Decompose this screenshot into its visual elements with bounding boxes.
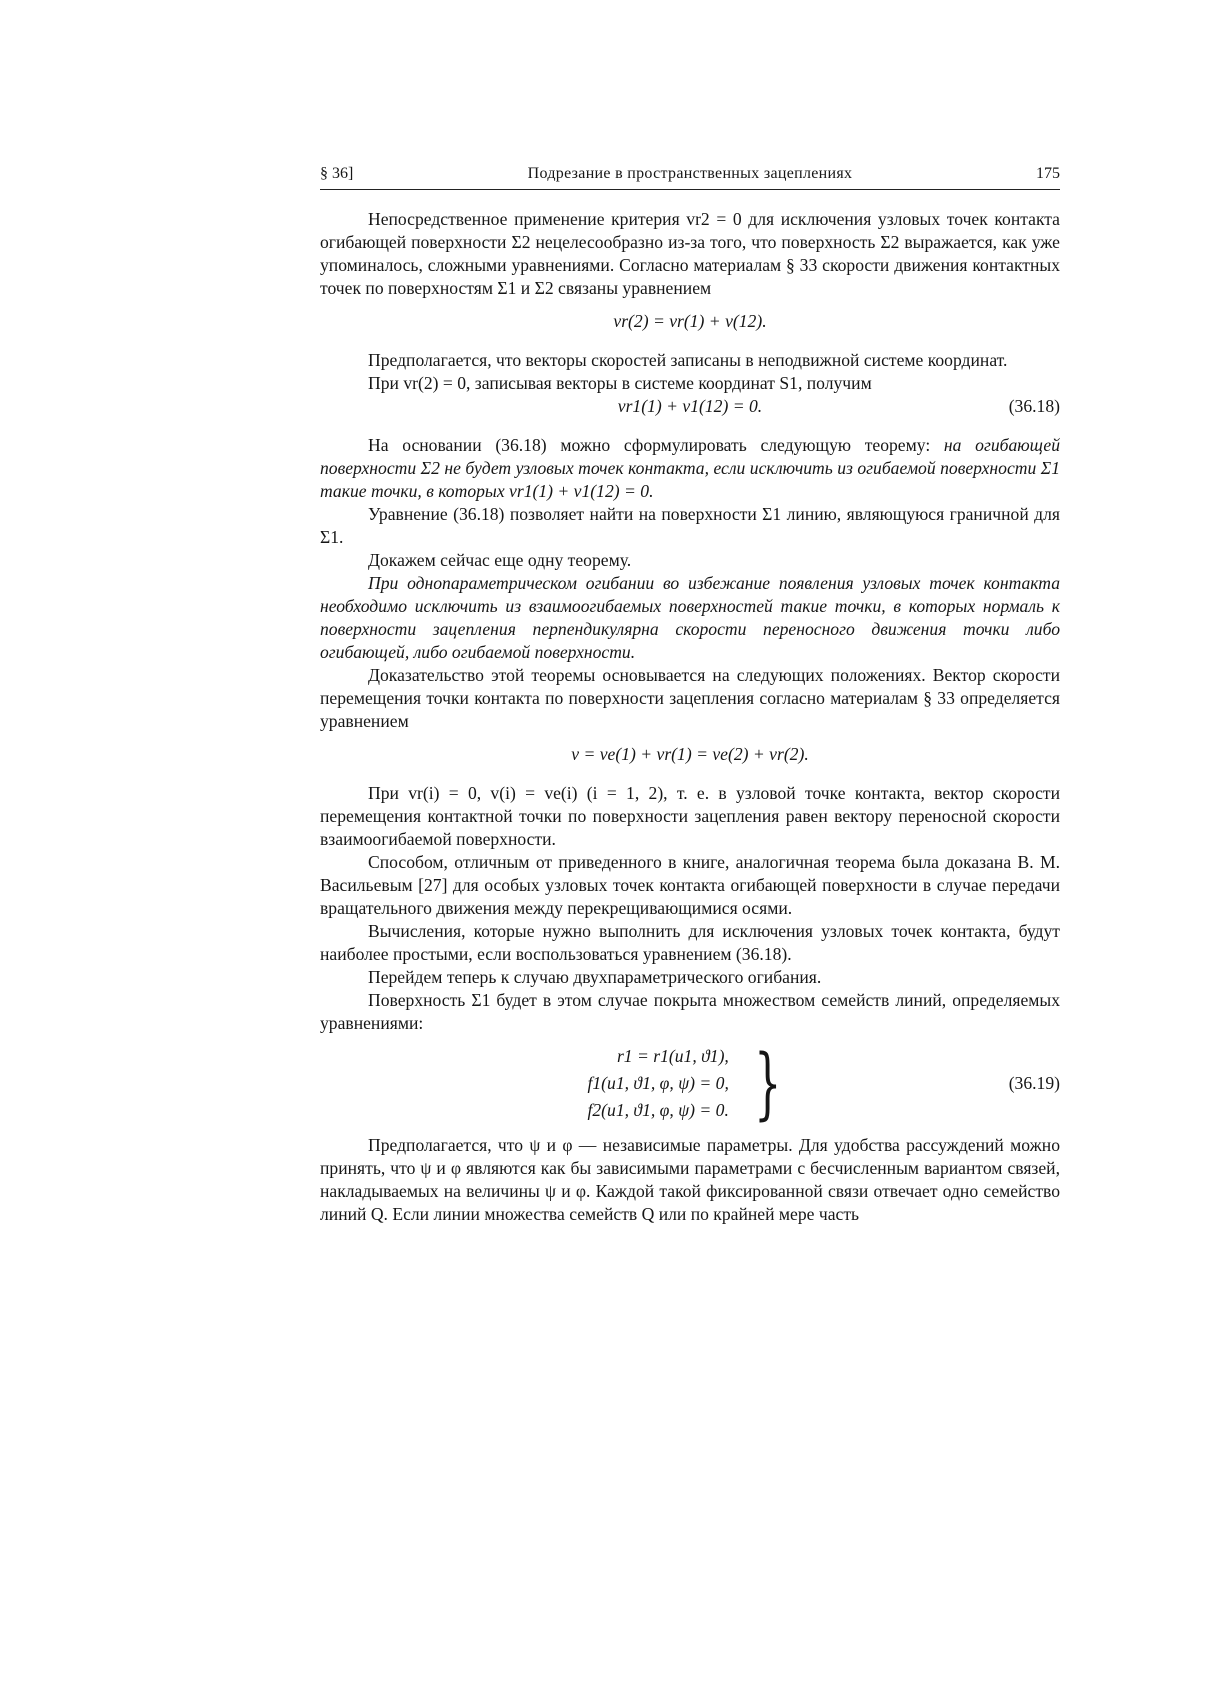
paragraph-12: Перейдем теперь к случаю двухпараметрического огибания. xyxy=(368,967,822,987)
page-body xyxy=(320,208,1060,1226)
equation-contact-velocity: v = ve(1) + vr(1) = ve(2) + vr(2). xyxy=(571,744,809,764)
paragraph-8: Доказательство этой теоремы основывается на следующих положениях. Вектор скорости перемещения точки контакта по поверхности зацепления согласно материалам § 33 определяется уравнением xyxy=(320,665,1060,731)
equation-36-18-number: (36.18) xyxy=(1008,396,1060,416)
section-ref: § 36] xyxy=(320,165,354,182)
equation-system-line-1: r1 = r1(u1, ϑ1), xyxy=(616,1046,729,1066)
paragraph-14: Предполагается, что ψ и φ — независимые параметры. Для удобства рассуждений можно принять, что ψ и φ являются как бы зависимыми параметрами с бесчисленным вариантом связей, накладываемых на величины ψ и φ. Каждой такой фиксированной связи отвечает одно семейство линий Q. Если линии множества семейств Q или по крайней мере часть xyxy=(320,1135,1060,1224)
paragraph-6: Докажем сейчас еще одну теорему. xyxy=(368,550,632,570)
equation-system-line-3: f2(u1, ϑ1, φ, ψ) = 0. xyxy=(587,1100,729,1120)
paragraph-11: Вычисления, которые нужно выполнить для исключения узловых точек контакта, будут наиболее простыми, если воспользоваться уравнением (36.18). xyxy=(320,921,1060,964)
equation-system-line-2: f1(u1, ϑ1, φ, ψ) = 0, xyxy=(587,1073,729,1093)
right-brace: } xyxy=(754,1038,782,1129)
paragraph-5: Уравнение (36.18) позволяет найти на поверхности Σ1 линию, являющуюся граничной для Σ1. xyxy=(320,504,1060,547)
theorem-lead: На основании (36.18) можно сформулировать следующую теорему: xyxy=(368,435,931,455)
running-title: Подрезание в пространственных зацеплениях xyxy=(527,165,853,182)
paragraph-3: При vr(2) = 0, записывая векторы в системе координат S1, получим xyxy=(368,373,872,393)
theorem-1-condition: vr1(1) + v1(12) = 0. xyxy=(509,481,654,501)
paragraph-1: Непосредственное применение критерия vr2 = 0 для исключения узловых точек контакта огибающей поверхности Σ2 нецелесообразно из-за того, что поверхность Σ2 выражается, как уже упоминалось, сложными уравнениями. Согласно материалам § 33 скорости движения контактных точек по поверхностям Σ1 и Σ2 связаны уравнением xyxy=(320,209,1060,298)
paragraph-10: Способом, отличным от приведенного в книге, аналогичная теорема была доказана В. М. Васильевым [27] для особых узловых точек контакта огибающей поверхности в случае передачи вращательного движения между перекрещивающимися осями. xyxy=(320,852,1060,918)
book-page xyxy=(320,165,1060,1226)
equation-36-18 xyxy=(320,395,1060,418)
theorem-1-text: на огибающей поверхности Σ2 не будет узловых точек контакта, если исключить из огибаемой поверхности Σ1 такие точки, в которых xyxy=(320,435,1060,501)
equation-36-18-body: vr1(1) + v1(12) = 0. xyxy=(617,396,763,416)
equation-system-lines xyxy=(588,1043,729,1124)
paragraph-4 xyxy=(320,434,1060,503)
equation-velocity-sum: vr(2) = vr(1) + v(12). xyxy=(613,311,767,331)
paragraph-9: При vr(i) = 0, v(i) = ve(i) (i = 1, 2), т. е. в узловой точке контакта, вектор скорости перемещения контактной точки по поверхности зацепления равен вектору переносной скорости взаимоогибаемой поверхности. xyxy=(320,783,1060,849)
equation-36-19-number: (36.19) xyxy=(1008,1073,1060,1093)
equation-system-36-19 xyxy=(320,1038,1060,1129)
paragraph-2: Предполагается, что векторы скоростей записаны в неподвижной системе координат. xyxy=(368,350,1008,370)
theorem-2-text: При однопараметрическом огибании во избежание появления узловых точек контакта необходимо исключить из взаимоогибаемых поверхностей такие точки, в которых нормаль к поверхности зацепления перпендикулярна скорости переносного движения точки либо огибающей, либо огибаемой поверхности. xyxy=(320,573,1060,662)
paragraph-13: Поверхность Σ1 будет в этом случае покрыта множеством семейств линий, определяемых уравнениями: xyxy=(320,990,1060,1033)
running-header xyxy=(320,165,1060,190)
page-number: 175 xyxy=(1036,165,1060,182)
